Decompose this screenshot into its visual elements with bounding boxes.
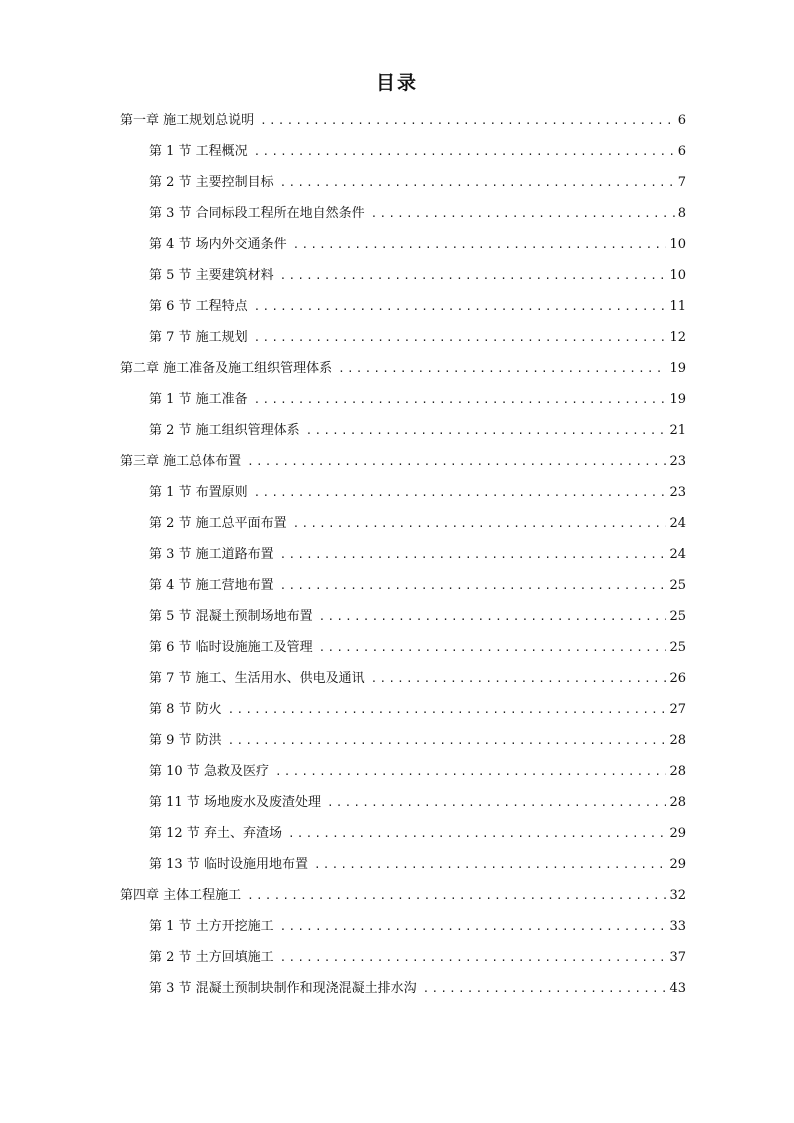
toc-section-entry[interactable] xyxy=(0,914,794,945)
toc-entry-label: 第 2 节 施工总平面布置 xyxy=(149,516,287,531)
toc-chapter-entry[interactable] xyxy=(0,449,794,480)
toc-section-entry[interactable] xyxy=(0,635,794,666)
toc-entry-label: 第 7 节 施工规划 xyxy=(149,330,248,345)
dot-leader xyxy=(293,511,667,537)
toc-entry-page-number: 7 xyxy=(677,175,686,190)
toc-entry-label: 第 9 节 防洪 xyxy=(149,733,222,748)
toc-entry-label: 第 3 节 合同标段工程所在地自然条件 xyxy=(149,206,365,221)
dot-leader xyxy=(260,108,675,134)
toc-entry-page-number: 28 xyxy=(669,733,686,748)
toc-entry-label: 第 3 节 施工道路布置 xyxy=(149,547,274,562)
toc-entry-page-number: 6 xyxy=(677,144,686,159)
toc-section-entry[interactable] xyxy=(0,759,794,790)
dot-leader xyxy=(280,945,667,971)
dot-leader xyxy=(280,170,675,196)
dot-leader xyxy=(254,139,675,165)
toc-entry-page-number: 33 xyxy=(669,919,686,934)
dot-leader xyxy=(228,697,667,723)
dot-leader xyxy=(371,666,667,692)
toc-section-entry[interactable] xyxy=(0,170,794,201)
toc-section-entry[interactable] xyxy=(0,728,794,759)
toc-section-entry[interactable] xyxy=(0,139,794,170)
toc-section-entry[interactable] xyxy=(0,418,794,449)
toc-entry-page-number: 24 xyxy=(669,547,686,562)
toc-entry-page-number: 25 xyxy=(669,578,686,593)
toc-entry-label: 第 5 节 主要建筑材料 xyxy=(149,268,274,283)
toc-entry-label: 第 7 节 施工、生活用水、供电及通讯 xyxy=(149,671,365,686)
table-of-contents xyxy=(0,108,794,1007)
toc-entry-label: 第 4 节 施工营地布置 xyxy=(149,578,274,593)
toc-entry-page-number: 12 xyxy=(669,330,686,345)
toc-entry-page-number: 27 xyxy=(669,702,686,717)
toc-entry-page-number: 19 xyxy=(669,392,686,407)
toc-section-entry[interactable] xyxy=(0,573,794,604)
toc-entry-page-number: 8 xyxy=(677,206,686,221)
toc-entry-label: 第 1 节 土方开挖施工 xyxy=(149,919,274,934)
dot-leader xyxy=(280,542,667,568)
toc-entry-label: 第 11 节 场地废水及废渣处理 xyxy=(149,795,321,810)
dot-leader xyxy=(288,821,667,847)
toc-chapter-entry[interactable] xyxy=(0,356,794,387)
toc-section-entry[interactable] xyxy=(0,976,794,1007)
toc-section-entry[interactable] xyxy=(0,604,794,635)
toc-entry-page-number: 37 xyxy=(669,950,686,965)
toc-section-entry[interactable] xyxy=(0,542,794,573)
toc-chapter-entry[interactable] xyxy=(0,883,794,914)
toc-section-entry[interactable] xyxy=(0,201,794,232)
toc-entry-label: 第 1 节 施工准备 xyxy=(149,392,248,407)
toc-entry-page-number: 10 xyxy=(669,237,686,252)
toc-entry-label: 第二章 施工准备及施工组织管理体系 xyxy=(120,361,333,376)
toc-entry-label: 第 2 节 主要控制目标 xyxy=(149,175,274,190)
dot-leader xyxy=(254,294,667,320)
toc-section-entry[interactable] xyxy=(0,232,794,263)
dot-leader xyxy=(371,201,675,227)
toc-entry-page-number: 25 xyxy=(669,640,686,655)
dot-leader xyxy=(254,325,667,351)
dot-leader xyxy=(247,449,666,475)
toc-entry-label: 第 5 节 混凝土预制场地布置 xyxy=(149,609,313,624)
toc-entry-label: 第 3 节 混凝土预制块制作和现浇混凝土排水沟 xyxy=(149,981,417,996)
dot-leader xyxy=(314,852,667,878)
toc-entry-page-number: 26 xyxy=(669,671,686,686)
dot-leader xyxy=(306,418,667,444)
toc-entry-page-number: 25 xyxy=(669,609,686,624)
toc-section-entry[interactable] xyxy=(0,945,794,976)
toc-entry-label: 第 13 节 临时设施用地布置 xyxy=(149,857,308,872)
dot-leader xyxy=(228,728,667,754)
toc-section-entry[interactable] xyxy=(0,697,794,728)
dot-leader xyxy=(327,790,667,816)
toc-title: 目录 xyxy=(375,72,418,94)
dot-leader xyxy=(247,883,666,909)
toc-entry-label: 第 8 节 防火 xyxy=(149,702,222,717)
toc-entry-label: 第 10 节 急救及医疗 xyxy=(149,764,269,779)
toc-entry-page-number: 29 xyxy=(669,857,686,872)
toc-entry-page-number: 23 xyxy=(669,485,686,500)
dot-leader xyxy=(275,759,667,785)
toc-section-entry[interactable] xyxy=(0,387,794,418)
toc-section-entry[interactable] xyxy=(0,325,794,356)
toc-section-entry[interactable] xyxy=(0,480,794,511)
toc-entry-label: 第 2 节 土方回填施工 xyxy=(149,950,274,965)
toc-entry-label: 第 4 节 场内外交通条件 xyxy=(149,237,287,252)
toc-chapter-entry[interactable] xyxy=(0,108,794,139)
toc-entry-label: 第一章 施工规划总说明 xyxy=(120,113,255,128)
toc-section-entry[interactable] xyxy=(0,294,794,325)
toc-entry-page-number: 6 xyxy=(677,113,686,128)
toc-entry-page-number: 23 xyxy=(669,454,686,469)
toc-entry-page-number: 29 xyxy=(669,826,686,841)
toc-section-entry[interactable] xyxy=(0,263,794,294)
toc-entry-page-number: 21 xyxy=(669,423,686,438)
toc-entry-page-number: 11 xyxy=(669,299,686,314)
toc-entry-page-number: 43 xyxy=(669,981,686,996)
dot-leader xyxy=(293,232,667,258)
dot-leader xyxy=(280,573,667,599)
toc-entry-label: 第 1 节 工程概况 xyxy=(149,144,248,159)
dot-leader xyxy=(319,604,667,630)
toc-entry-label: 第 12 节 弃土、弃渣场 xyxy=(149,826,282,841)
toc-section-entry[interactable] xyxy=(0,666,794,697)
toc-entry-label: 第 2 节 施工组织管理体系 xyxy=(149,423,300,438)
toc-section-entry[interactable] xyxy=(0,821,794,852)
toc-entry-page-number: 28 xyxy=(669,795,686,810)
toc-entry-page-number: 24 xyxy=(669,516,686,531)
dot-leader xyxy=(280,914,667,940)
toc-entry-label: 第四章 主体工程施工 xyxy=(120,888,242,903)
toc-section-entry[interactable] xyxy=(0,790,794,821)
toc-section-entry[interactable] xyxy=(0,852,794,883)
toc-entry-page-number: 19 xyxy=(669,361,686,376)
toc-section-entry[interactable] xyxy=(0,511,794,542)
toc-entry-label: 第 6 节 工程特点 xyxy=(149,299,248,314)
dot-leader xyxy=(338,356,666,382)
toc-entry-page-number: 28 xyxy=(669,764,686,779)
toc-entry-label: 第 1 节 布置原则 xyxy=(149,485,248,500)
dot-leader xyxy=(423,976,667,1002)
dot-leader xyxy=(319,635,667,661)
dot-leader xyxy=(254,480,667,506)
toc-entry-label: 第三章 施工总体布置 xyxy=(120,454,242,469)
toc-entry-page-number: 32 xyxy=(669,888,686,903)
toc-entry-label: 第 6 节 临时设施施工及管理 xyxy=(149,640,313,655)
toc-entry-page-number: 10 xyxy=(669,268,686,283)
dot-leader xyxy=(280,263,667,289)
dot-leader xyxy=(254,387,667,413)
